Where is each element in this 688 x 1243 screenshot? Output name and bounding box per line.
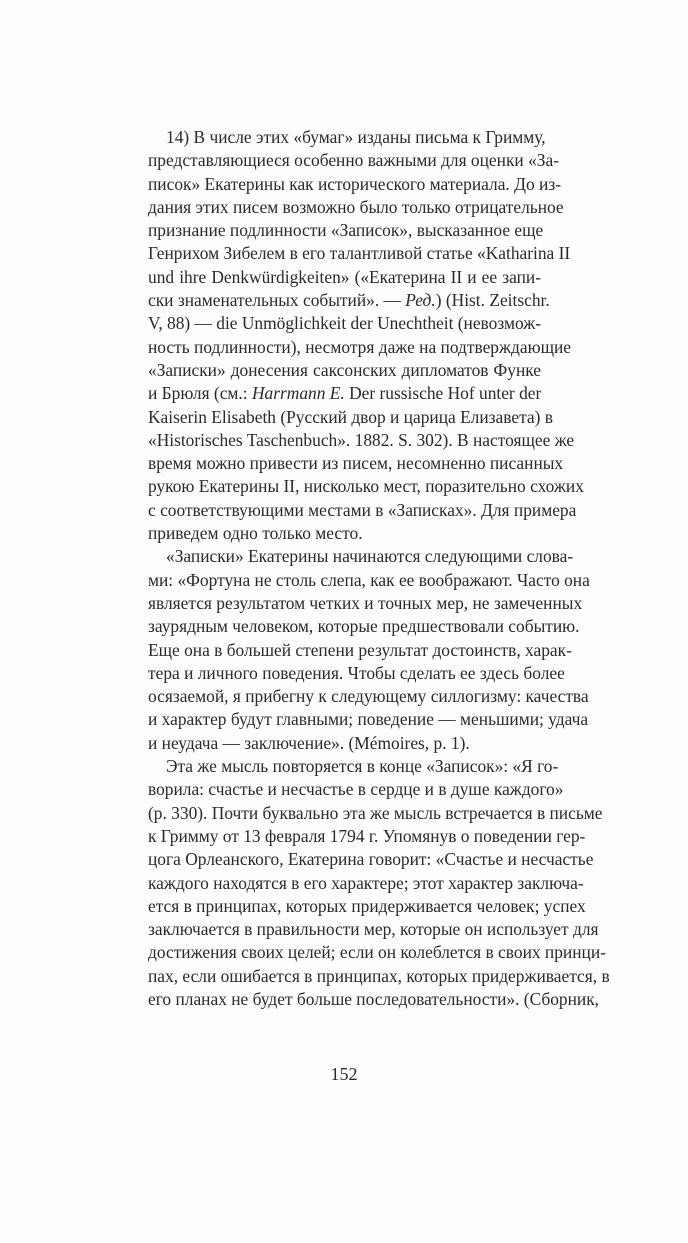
text-segment: (р. 330). Почти буквально эта же мысль встречается в письме	[148, 802, 603, 823]
text-line	[148, 336, 571, 359]
text-line	[148, 872, 584, 895]
text-segment: Генрихом Зибелем в его талантливой статье «Katharina II	[148, 243, 571, 264]
text-line	[148, 149, 559, 172]
text-line	[148, 219, 544, 242]
text-line	[148, 545, 574, 568]
text-segment: Der russische Hof unter der	[344, 383, 542, 404]
text-line	[148, 475, 584, 498]
page-number: 152	[330, 1064, 358, 1084]
italic-text: Ред.	[405, 290, 436, 311]
text-segment: с соответствующими местами в «Записках». Для примера	[148, 499, 577, 520]
paragraph	[148, 126, 584, 545]
text-segment: является результатом четких и точных мер, не замеченных	[148, 592, 583, 613]
paragraph	[148, 755, 610, 1011]
text-line	[148, 406, 553, 429]
text-segment: и неудача — заключение». (Mémoires, p. 1).	[148, 732, 470, 753]
text-segment: каждого находятся в его характере; этот характер заключа-	[148, 872, 584, 893]
text-segment: «Записки» Екатерины начинаются следующими слова-	[166, 546, 574, 567]
text-segment: цога Орлеанского, Екатерина говорит: «Счастье и несчастье	[148, 849, 594, 870]
text-line	[148, 615, 580, 638]
text-line	[148, 359, 541, 382]
text-segment: «Historisches Taschenbuch». 1882. S. 302). В настоящее же	[148, 429, 575, 450]
text-line	[148, 802, 603, 825]
text-segment: его планах не будет больше последовательности». (Сборник,	[148, 988, 600, 1009]
text-segment: «Записки» донесения саксонских дипломатов Функе	[148, 359, 541, 380]
text-line	[148, 266, 541, 289]
text-line	[148, 825, 586, 848]
text-segment: представляющиеся особенно важными для оценки «За-	[148, 150, 559, 171]
paragraph	[148, 545, 590, 755]
text-segment: достижения своих целей; если он колеблется в своих принци-	[148, 942, 606, 963]
text-line	[148, 639, 572, 662]
page-body	[148, 126, 610, 1011]
text-line	[148, 522, 541, 545]
text-segment: ется в принципах, которых придерживается человек; успех	[148, 895, 586, 916]
text-line	[148, 918, 599, 941]
text-segment: пах, если ошибается в принципах, которых придерживается, в	[148, 965, 610, 986]
text-segment: и характер будут главными; поведение — меньшими; удача	[148, 709, 589, 730]
text-line	[148, 569, 590, 592]
text-line	[148, 429, 575, 452]
text-line	[148, 242, 571, 265]
text-segment: ворила: счастье и несчастье в сердце и в душе каждого»	[148, 779, 564, 800]
text-segment: писок» Екатерины как исторического материала. До из-	[148, 173, 561, 194]
text-segment: осязаемой, я прибегну к следующему силлогизму: качества	[148, 686, 589, 707]
text-segment: Еще она в большей степени результат достоинств, харак-	[148, 639, 572, 660]
text-segment: к Гримму от 13 февраля 1794 г. Упомянув о поведении гер-	[148, 825, 586, 846]
text-segment: и Брюля (см.:	[148, 383, 252, 404]
text-line	[148, 289, 550, 312]
text-segment: Kaiserin Elisabeth (Русский двор и царица Елизавета) в	[148, 406, 553, 427]
text-segment: приведем одно только место.	[148, 523, 363, 544]
text-line	[148, 196, 564, 219]
text-segment: время можно привести из писем, несомненно писанных	[148, 453, 564, 474]
text-segment: ми: «Фортуна не столь слепа, как ее воображают. Часто она	[148, 569, 590, 590]
text-segment: 14) В числе этих «бумаг» изданы письма к Гримму,	[166, 127, 546, 147]
text-segment: Эта же мысль повторяется в конце «Записок»: «Я го-	[166, 756, 559, 777]
text-segment: V, 88) — die Unmöglichkeit der Unechtheit (невозмож-	[148, 313, 542, 334]
text-line	[148, 312, 541, 335]
text-segment: рукою Екатерины II, нисколько мест, поразительно схожих	[148, 476, 584, 497]
text-segment: тера и личного поведения. Чтобы сделать ее здесь более	[148, 662, 565, 683]
text-segment: заурядным человеком, которые предшествовали событию.	[148, 616, 580, 637]
text-line	[148, 499, 577, 522]
text-line	[148, 988, 600, 1011]
text-line	[148, 755, 559, 778]
text-segment: дания этих писем возможно было только отрицательное	[148, 196, 564, 217]
text-line	[148, 965, 610, 988]
text-line	[148, 941, 606, 964]
text-line	[148, 685, 589, 708]
text-line	[148, 173, 561, 196]
text-segment: признание подлинности «Записок», высказанное еще	[148, 220, 544, 241]
text-line	[148, 895, 586, 918]
text-line	[148, 662, 565, 685]
italic-text: Harrmann E.	[251, 383, 345, 404]
text-line	[148, 778, 564, 801]
text-line	[148, 126, 546, 149]
text-line	[148, 708, 589, 731]
text-line	[148, 848, 594, 871]
text-segment: ность подлинности), несмотря даже на подтверждающие	[148, 336, 571, 357]
text-line	[148, 732, 541, 755]
text-segment: заключается в правильности мер, которые он использует для	[148, 919, 599, 940]
text-line	[148, 592, 583, 615]
text-segment: und ihre Denkwürdigkeiten» («Екатерина II и ее запи-	[148, 266, 541, 287]
text-line	[148, 382, 541, 405]
text-segment: ски знаменательных событий». —	[148, 290, 406, 311]
text-line	[148, 452, 564, 475]
text-segment: ) (Hist. Zeitschr.	[435, 290, 550, 311]
